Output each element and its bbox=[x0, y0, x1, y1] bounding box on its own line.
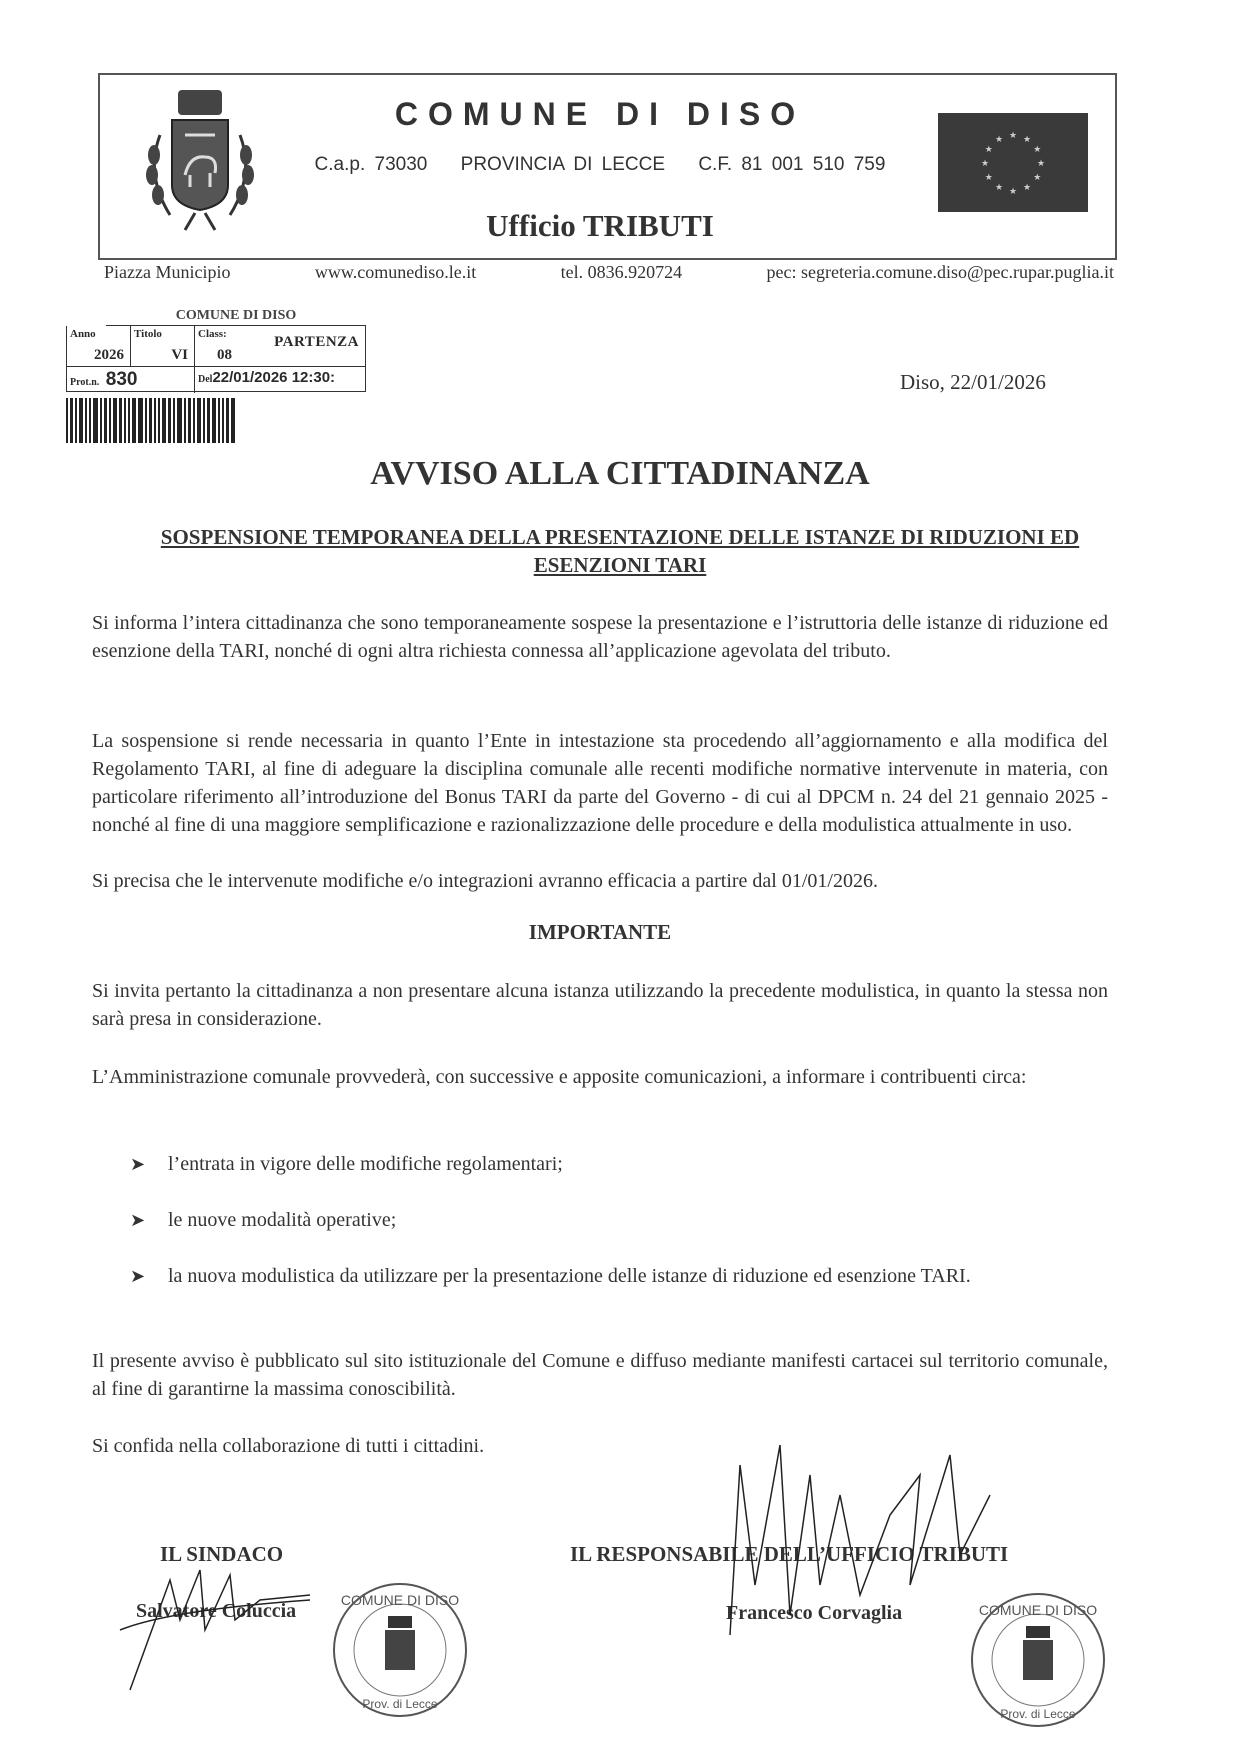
barcode-bar bbox=[104, 398, 107, 443]
paragraph-5: L’Amministrazione comunale provvederà, con successive e apposite comunicazioni, a informare i contribuenti circa: bbox=[92, 1066, 1027, 1088]
barcode-bar bbox=[168, 398, 171, 443]
barcode-bar bbox=[109, 398, 111, 443]
anno-cell bbox=[67, 326, 131, 366]
del-label: Del bbox=[198, 374, 213, 385]
bullet-item bbox=[130, 1206, 1108, 1234]
eu-star-icon: ★ bbox=[1008, 186, 1018, 196]
office-name: Ufficio TRIBUTI bbox=[486, 208, 714, 243]
barcode-bar bbox=[218, 398, 220, 443]
seal-top-text: COMUNE DI DISO bbox=[340, 1592, 460, 1608]
barcode-bar bbox=[193, 398, 195, 443]
barcode-bar bbox=[222, 398, 224, 443]
paragraph-6: Il presente avviso è pubblicato sul sito istituzionale del Comune e diffuso mediante manifesti cartacei sul territorio comunale, al fine di garantirne la massima conoscibilità. bbox=[92, 1350, 1108, 1400]
important-heading: IMPORTANTE bbox=[528, 920, 672, 944]
barcode-bar bbox=[158, 398, 160, 443]
barcode-bar bbox=[212, 398, 216, 443]
titolo-label: Titolo bbox=[134, 328, 162, 340]
anno-value: 2026 bbox=[94, 347, 124, 363]
anno-label: Anno bbox=[70, 328, 96, 340]
barcode-bar bbox=[149, 398, 152, 443]
barcode-bar bbox=[207, 398, 210, 443]
barcode-bar bbox=[113, 398, 117, 443]
barcode-bar bbox=[93, 398, 98, 443]
eu-star-icon: ★ bbox=[980, 158, 990, 168]
barcode-bar bbox=[226, 398, 229, 443]
bullet-text: la nuova modulistica da utilizzare per la presentazione delle istanze di riduzione ed esenzione TARI. bbox=[168, 1265, 971, 1287]
barcode-bar bbox=[124, 398, 126, 443]
barcode-bar bbox=[132, 398, 136, 443]
seal-bottom-text: Prov. di Lecce bbox=[362, 1697, 438, 1711]
stamp-header: COMUNE DI DISO bbox=[106, 308, 366, 326]
del-cell bbox=[195, 367, 365, 393]
barcode-bar bbox=[128, 398, 130, 443]
barcode-bar bbox=[75, 398, 77, 443]
barcode-bar bbox=[138, 398, 143, 443]
barcode bbox=[66, 398, 366, 443]
eu-star-icon: ★ bbox=[1022, 133, 1032, 144]
eu-star-icon: ★ bbox=[1022, 182, 1032, 193]
bullet-text: le nuove modalità operative; bbox=[168, 1209, 397, 1231]
barcode-bar bbox=[89, 398, 91, 443]
barcode-bar bbox=[100, 398, 102, 443]
eu-star-icon: ★ bbox=[1008, 130, 1018, 140]
barcode-bar bbox=[188, 398, 191, 443]
mayor-signature-icon bbox=[110, 1560, 340, 1700]
classe-cell bbox=[195, 326, 365, 366]
barcode-bar bbox=[184, 398, 186, 443]
mayor-name: Salvatore Coluccia bbox=[136, 1600, 297, 1622]
province: PROVINCIA DI LECCE bbox=[460, 154, 666, 175]
protocol-stamp bbox=[66, 308, 366, 443]
postal-code: C.a.p. 73030 bbox=[314, 154, 428, 175]
barcode-bar bbox=[231, 398, 235, 443]
barcode-bar bbox=[173, 398, 175, 443]
eu-star-icon: ★ bbox=[1036, 158, 1046, 168]
eu-star-icon: ★ bbox=[984, 172, 993, 182]
prot-label: Prot.n. bbox=[70, 377, 100, 388]
arrowhead-bullet-icon: ➤ bbox=[130, 1210, 146, 1230]
mayor-role: IL SINDACO bbox=[160, 1542, 284, 1566]
municipality-name: COMUNE DI DISO bbox=[394, 96, 806, 132]
titolo-value: VI bbox=[171, 347, 188, 363]
eu-flag-icon bbox=[938, 113, 1088, 212]
seal-top-text: COMUNE DI DISO bbox=[978, 1602, 1098, 1618]
barcode-bar bbox=[119, 398, 122, 443]
notice-title: AVVISO ALLA CITTADINANZA bbox=[370, 455, 870, 492]
seal-bottom-text: Prov. di Lecce bbox=[1000, 1707, 1076, 1721]
municipal-crest-icon bbox=[140, 85, 260, 235]
address: Piazza Municipio bbox=[104, 262, 231, 282]
paragraph-7: Si confida nella collaborazione di tutti i cittadini. bbox=[92, 1435, 485, 1457]
website-link[interactable]: www.comunediso.le.it bbox=[314, 262, 477, 282]
barcode-bar bbox=[145, 398, 147, 443]
stamp-protocol-row bbox=[66, 366, 366, 392]
prot-cell bbox=[67, 367, 195, 393]
municipality-info bbox=[300, 154, 900, 176]
barcode-bar bbox=[66, 398, 68, 443]
paragraph-2: La sospensione si rende necessaria in quanto l’Ente in intestazione sta procedendo all’aggiornamento e alla modifica del Regolamento TARI, al fine di adeguare la disciplina comunale alle recenti modifiche normative intervenute in materia, con particolare riferimento all’introduzione del Bonus TARI da parte del Governo - di cui al DPCM n. 24 del 21 gennaio 2025 - nonché al fine di una maggiore semplificazione e razionalizzazione delle procedure e della modulistica attualmente in uso. bbox=[92, 730, 1108, 836]
notice-subject: SOSPENSIONE TEMPORANEA DELLA PRESENTAZIONE DELLE ISTANZE DI RIDUZIONI ED ESENZIONI TARI bbox=[160, 525, 1080, 577]
paragraph-4: Si invita pertanto la cittadinanza a non presentare alcuna istanza utilizzando la precedente modulistica, in quanto la stessa non sarà presa in considerazione. bbox=[92, 980, 1108, 1030]
municipal-seal-icon bbox=[330, 1580, 470, 1720]
classe-label: Class: bbox=[198, 328, 227, 340]
barcode-bar bbox=[70, 398, 73, 443]
eu-star-icon: ★ bbox=[994, 133, 1004, 144]
bullet-item bbox=[130, 1262, 1108, 1290]
tax-office-head-role: IL RESPONSABILE DELL’UFFICIO TRIBUTI bbox=[570, 1542, 1009, 1566]
paragraph-1: Si informa l’intera cittadinanza che sono temporaneamente sospese la presentazione e l’istruttoria delle istanze di riduzione ed esenzione della TARI, nonché di ogni altra richiesta connessa all’applicazione agevolata del tributo. bbox=[92, 612, 1108, 662]
del-datetime: 22/01/2026 12:30: bbox=[212, 369, 336, 386]
bullet-text: l’entrata in vigore delle modifiche regolamentari; bbox=[168, 1153, 563, 1175]
eu-star-icon: ★ bbox=[1033, 172, 1042, 182]
eu-star-icon: ★ bbox=[984, 144, 993, 154]
tax-office-head-name: Francesco Corvaglia bbox=[726, 1602, 903, 1624]
barcode-bar bbox=[79, 398, 83, 443]
contact-bar bbox=[104, 262, 1114, 283]
classe-value: 08 bbox=[217, 347, 232, 363]
bullet-item bbox=[130, 1150, 1108, 1178]
barcode-bar bbox=[162, 398, 166, 443]
arrowhead-bullet-icon: ➤ bbox=[130, 1154, 146, 1174]
direction-label: PARTENZA bbox=[274, 334, 359, 350]
arrowhead-bullet-icon: ➤ bbox=[130, 1266, 146, 1286]
prot-number: 830 bbox=[105, 369, 138, 390]
eu-star-icon: ★ bbox=[1033, 144, 1042, 154]
phone-number: tel. 0836.920724 bbox=[560, 262, 683, 282]
barcode-bar bbox=[177, 398, 182, 443]
date-line: Diso, 22/01/2026 bbox=[900, 370, 1046, 394]
paragraph-3: Si precisa che le intervenute modifiche e/o integrazioni avranno efficacia a partire dal 01/01/2026. bbox=[92, 870, 878, 892]
eu-star-icon: ★ bbox=[994, 182, 1004, 193]
barcode-bar bbox=[197, 398, 201, 443]
fiscal-code: C.F. 81 001 510 759 bbox=[698, 154, 886, 175]
barcode-bar bbox=[154, 398, 156, 443]
stamp-grid bbox=[66, 326, 366, 367]
pec-email[interactable]: pec: segreteria.comune.diso@pec.rupar.puglia.it bbox=[766, 262, 1114, 282]
barcode-bar bbox=[85, 398, 87, 443]
barcode-bar bbox=[203, 398, 205, 443]
titolo-cell bbox=[131, 326, 195, 366]
municipal-seal-icon bbox=[968, 1590, 1108, 1730]
